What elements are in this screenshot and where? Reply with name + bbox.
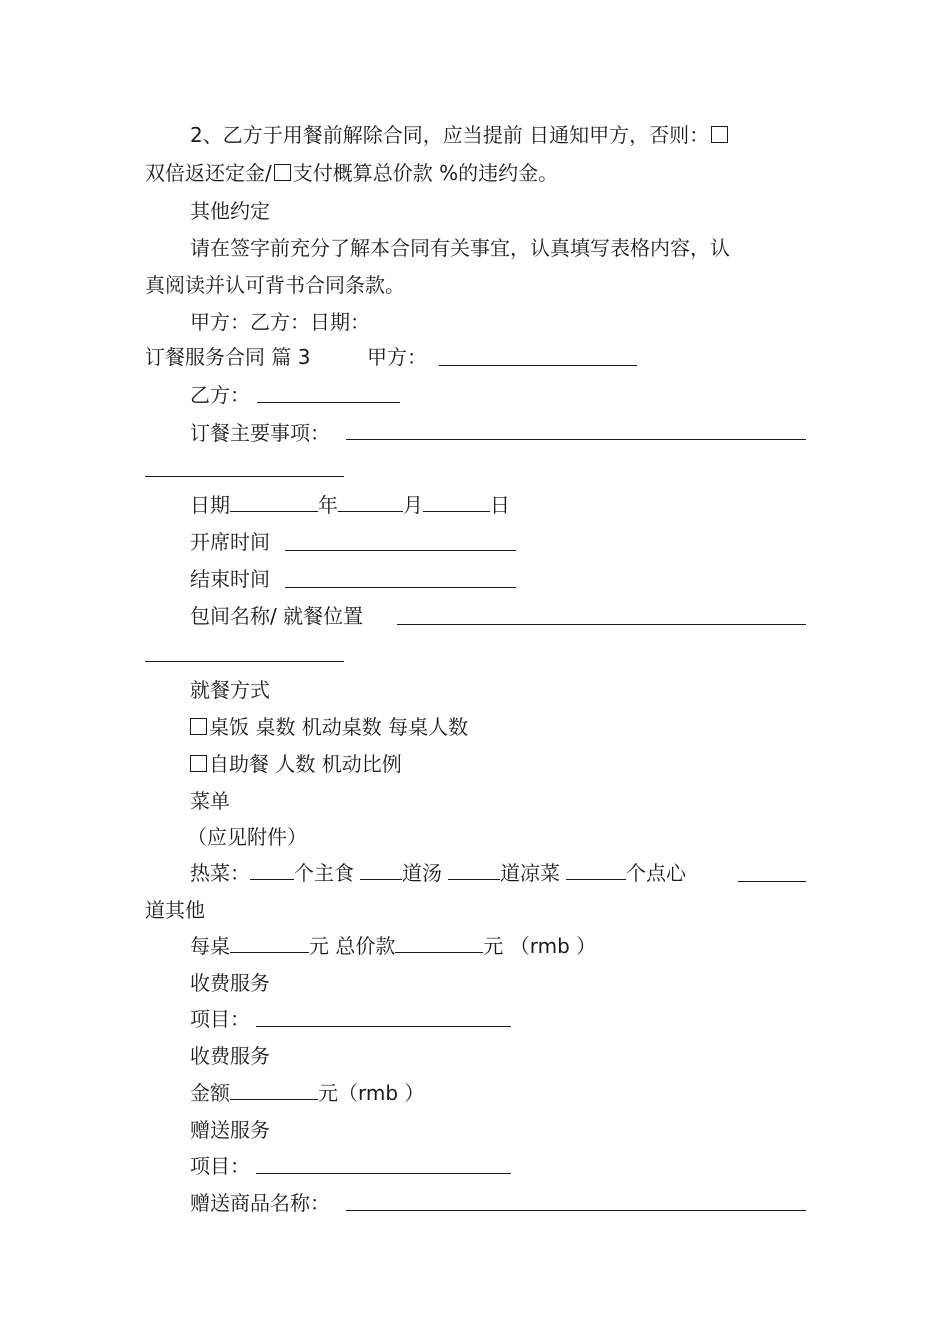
other-agreement-title: 其他约定 [190, 199, 270, 223]
dessert-label: 个点心 [626, 861, 686, 885]
main-items-blank [346, 439, 806, 440]
blank [250, 859, 294, 880]
per-table-label: 每桌 [190, 934, 230, 958]
staple-label: 个主食 [294, 861, 354, 885]
clause-2-line-1 [190, 121, 730, 149]
total-price-label: 元 总价款 [309, 934, 396, 958]
end-time-label: 结束时间 [190, 567, 270, 591]
blank [738, 881, 806, 882]
paid-service-label-2: 收费服务 [190, 1044, 270, 1068]
gift-goods-blank [346, 1210, 806, 1211]
date-label: 日期 [190, 493, 230, 517]
paid-item-row [190, 1005, 250, 1033]
dining-method-label: 就餐方式 [190, 678, 270, 702]
hot-dishes-label: 热菜： [190, 861, 250, 885]
party-a-label: 甲方： [367, 345, 427, 369]
checkbox [274, 164, 291, 181]
clause-2-text: 2、乙方于用餐前解除合同，应当提前 日通知甲方，否则： [190, 123, 710, 147]
currency-label: 元 （rmb ） [483, 934, 597, 958]
party-b-label: 乙方： [190, 383, 250, 407]
day-label: 日 [490, 493, 510, 517]
room-blank [397, 624, 806, 625]
menu-label: 菜单 [190, 789, 230, 813]
month-blank [338, 491, 403, 512]
blank [566, 859, 626, 880]
option-buffet-row [190, 750, 402, 778]
party-b-row [190, 381, 250, 409]
day-blank [423, 491, 490, 512]
room-label: 包间名称/ 就餐位置 [190, 604, 364, 628]
main-items-label: 订餐主要事项： [190, 421, 330, 445]
hot-dishes-row [190, 859, 686, 887]
checkbox [711, 126, 728, 143]
option-table-text: 桌饭 桌数 机动桌数 每桌人数 [209, 715, 469, 739]
per-table-row [190, 932, 596, 960]
paid-item-blank [256, 1026, 511, 1027]
blank [395, 932, 483, 953]
notice-line-2: 真阅读并认可背书合同条款。 [145, 273, 405, 297]
item-label: 项目： [190, 1154, 250, 1178]
room-blank-cont [145, 661, 344, 662]
notice-line-1: 请在签字前充分了解本合同有关事宜，认真填写表格内容，认 [190, 236, 730, 260]
checkbox [190, 718, 207, 735]
amount-label: 金额 [190, 1081, 230, 1105]
party-a-blank [439, 365, 637, 366]
hot-dishes-other: 道其他 [145, 898, 205, 922]
blank [448, 859, 500, 880]
gift-item-blank [256, 1173, 511, 1174]
blank [230, 932, 309, 953]
blank [230, 1079, 318, 1100]
room-row [190, 602, 363, 630]
gift-service-label: 赠送服务 [190, 1118, 270, 1142]
clause-2-line-2 [145, 159, 558, 187]
end-time-row [190, 565, 270, 593]
amount-row [190, 1079, 424, 1107]
main-items-row [190, 419, 330, 447]
clause-2-option-a: 双倍返还定金/ [145, 161, 272, 185]
party-a-row [367, 343, 427, 371]
paid-service-label: 收费服务 [190, 971, 270, 995]
gift-goods-row [190, 1189, 330, 1217]
gift-goods-label: 赠送商品名称： [190, 1191, 330, 1215]
start-time-blank [285, 550, 516, 551]
soup-label: 道汤 [402, 861, 442, 885]
start-time-row [190, 528, 270, 556]
month-label: 月 [403, 493, 423, 517]
end-time-blank [285, 587, 516, 588]
cold-dish-label: 道凉菜 [500, 861, 560, 885]
amount-currency: 元（rmb ） [318, 1081, 425, 1105]
signature-line: 甲方：乙方：日期： [190, 310, 370, 334]
option-table-row [190, 713, 468, 741]
year-label: 年 [318, 493, 338, 517]
gift-item-row [190, 1152, 250, 1180]
clause-2-option-b: 支付概算总价款 %的违约金。 [292, 161, 559, 185]
option-buffet-text: 自助餐 人数 机动比例 [209, 752, 402, 776]
party-b-blank [257, 402, 400, 403]
main-items-blank-cont [145, 476, 344, 477]
year-blank [230, 491, 318, 512]
contract-title: 订餐服务合同 篇 3 [145, 345, 311, 369]
item-label: 项目： [190, 1007, 250, 1031]
contract-3-title-row [145, 343, 310, 371]
start-time-label: 开席时间 [190, 530, 270, 554]
blank [360, 859, 402, 880]
menu-note: （应见附件） [187, 825, 307, 849]
date-row [190, 491, 510, 519]
checkbox [190, 755, 207, 772]
